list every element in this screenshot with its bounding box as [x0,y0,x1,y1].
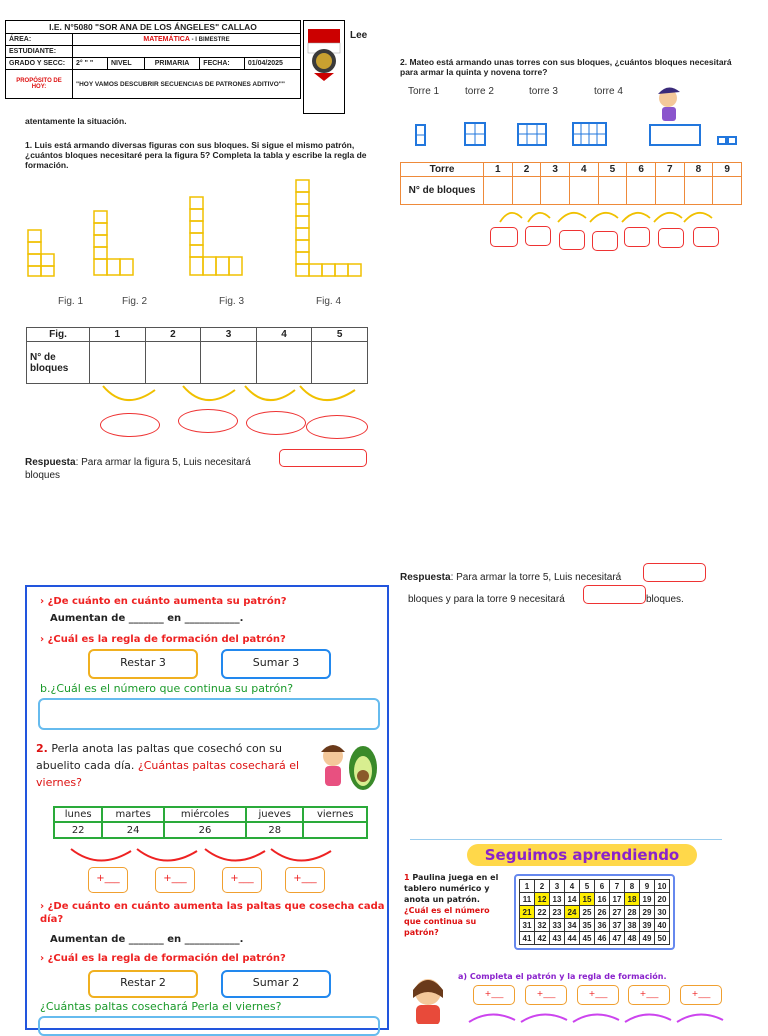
table-cell-answer[interactable] [484,177,513,205]
table-col: 1 [90,328,146,342]
tower-blocks [400,80,745,155]
date-value: 01/04/2025 [244,58,300,70]
number-cell[interactable]: 38 [625,919,640,932]
table-header-fig: Fig. [27,328,90,342]
number-cell[interactable]: 26 [595,906,610,919]
number-cell[interactable]: 11 [520,893,535,906]
number-cell[interactable]: 15 [580,893,595,906]
table-col: 5 [312,328,368,342]
number-cell[interactable]: 46 [595,932,610,945]
q-increase-text: ¿De cuánto en cuánto aumenta su patrón? [47,596,287,607]
number-cell[interactable]: 45 [580,932,595,945]
school-name: I.E. N°5080 "SOR ANA DE LOS ÁNGELES" CALLAO [6,21,301,34]
number-cell[interactable]: 30 [655,906,670,919]
number-cell[interactable]: 39 [640,919,655,932]
number-cell[interactable]: 35 [580,919,595,932]
table-col: 4 [256,328,312,342]
arrows-p2 [494,206,739,228]
student-label: ESTUDIANTE: [6,46,73,58]
number-cell[interactable]: 18 [625,893,640,906]
option-restar2-button[interactable]: Restar 2 [88,970,198,998]
option-restar3-button[interactable]: Restar 3 [88,649,198,679]
number-cell[interactable]: 37 [610,919,625,932]
arrows-seguimos [465,1008,730,1024]
answer-box[interactable] [525,226,551,246]
plus-box[interactable]: +___ [577,985,619,1005]
arrows-p1 [95,378,365,408]
header-table [5,20,301,99]
paltas-table [53,806,368,839]
number-cell[interactable]: 42 [535,932,550,945]
q-increase2: › ¿De cuánto en cuánto aumenta las paltas que cosecha cada día? [40,901,385,925]
instruction-text: atentamente la situación. [25,116,127,126]
lee-text: Lee [350,30,368,41]
day-cell: martes [102,807,164,822]
answer-box-torre5[interactable] [643,563,706,582]
answer-oval[interactable] [178,409,238,433]
plus-box[interactable]: +___ [680,985,722,1005]
p2-text-b: ¿Cuántas paltas cosechará el viernes? [36,759,300,789]
number-cell[interactable]: 17 [610,893,625,906]
problem2-text: 2. Mateo está armando unas torres con sus bloques, ¿cuántos bloques necesitará para armar la quinta y novena torre? [400,57,732,77]
table-cell-answer[interactable] [569,177,598,205]
number-cell[interactable]: 14 [565,893,580,906]
fig-label-4: Fig. 4 [316,296,342,307]
q-rule: › ¿Cuál es la regla de formación del patrón? [40,634,286,645]
problem1-text: 1. Luis está armando diversas figuras con sus bloques. Si sigue el mismo patrón, ¿cuántos bloques necesitaré pera la figura 5? Completa la tabla y escribe la regla de formación. [25,140,367,170]
number-cell[interactable]: 34 [565,919,580,932]
answer-box-torre9[interactable] [583,585,646,604]
table-col: 4 [569,163,598,177]
number-cell[interactable]: 24 [565,906,580,919]
number-cell[interactable]: 43 [550,932,565,945]
purpose-value: "HOY VAMOS DESCUBRIR SECUENCIAS DE PATRONES ADITIVO"" [73,70,301,99]
answer-field-next[interactable] [38,698,380,730]
table-cell-answer[interactable] [541,177,570,205]
number-cell[interactable]: 31 [520,919,535,932]
number-cell[interactable]: 7 [610,880,625,893]
plus-box[interactable]: +___ [628,985,670,1005]
girl-illustration [400,972,455,1024]
seguimos-p1 [404,872,504,938]
table-header-torre: Torre [401,163,484,177]
table-row-label: N° de bloques [27,342,90,384]
answer-bold: Respuesta [400,572,451,583]
number-cell[interactable]: 40 [655,919,670,932]
day-cell: viernes [303,807,367,822]
number-cell[interactable]: 47 [610,932,625,945]
table-cell-answer[interactable] [598,177,627,205]
date-label: FECHA: [200,58,245,70]
fig-label-3: Fig. 3 [219,296,245,307]
answer-field-friday[interactable] [38,1016,380,1036]
answer-box[interactable] [658,228,684,248]
answer-bold: Respuesta [25,457,76,468]
seguimos-title: Seguimos aprendiendo [467,844,697,866]
q-rule-text: ¿Cuál es la regla de formación del patrón? [47,634,286,645]
number-cell[interactable]: 20 [655,893,670,906]
p2-num: 2. [36,742,48,755]
table-cell-answer[interactable] [627,177,656,205]
level-label: NIVEL [108,58,145,70]
q-increase: › ¿De cuánto en cuánto aumenta su patrón? [40,596,287,607]
block-figures [20,175,380,310]
number-cell[interactable]: 32 [535,919,550,932]
number-cell[interactable]: 50 [655,932,670,945]
number-cell[interactable]: 19 [640,893,655,906]
table-col: 6 [627,163,656,177]
answer-box[interactable] [624,227,650,247]
number-board [514,874,675,950]
number-cell[interactable]: 36 [595,919,610,932]
plus-box[interactable]: +___ [88,867,128,893]
number-cell[interactable]: 5 [580,880,595,893]
answer-mid: bloques y para la torre 9 necesitará [408,594,565,605]
arrows-paltas [65,843,365,865]
number-cell[interactable]: 44 [565,932,580,945]
number-cell[interactable]: 9 [640,880,655,893]
number-cell[interactable]: 16 [595,893,610,906]
area-label: ÁREA: [6,34,73,46]
answer-box[interactable] [490,227,518,247]
table-cell-answer[interactable] [684,177,713,205]
number-cell[interactable]: 10 [655,880,670,893]
tower-label-1: Torre 1 [408,86,440,97]
table-col: 1 [484,163,513,177]
table-col: 3 [201,328,257,342]
value-cell: 24 [102,822,164,838]
number-cell[interactable]: 6 [595,880,610,893]
number-cell[interactable]: 49 [640,932,655,945]
bimestre: - I BIMESTRE [191,37,230,43]
q-next: b.¿Cuál es el número que continua su patrón? [40,682,294,695]
q-increase2-text: ¿De cuánto en cuánto aumenta las paltas que cosecha cada día? [40,901,385,925]
table-col: 9 [713,163,742,177]
grade-value: 2° " " [73,58,108,70]
number-cell[interactable]: 3 [550,880,565,893]
day-cell: miércoles [164,807,246,822]
number-cell[interactable]: 33 [550,919,565,932]
option-sumar3-button[interactable]: Sumar 3 [221,649,331,679]
number-cell[interactable]: 28 [625,906,640,919]
table-col: 3 [541,163,570,177]
school-crest [303,20,345,114]
grade-label: GRADO Y SECC: [6,58,73,70]
problem1-table [26,327,368,384]
table-col: 2 [512,163,541,177]
plus-box[interactable]: +___ [473,985,515,1005]
value-cell: 28 [246,822,303,838]
q-rule2: › ¿Cuál es la regla de formación del patrón? [40,953,286,964]
number-cell[interactable]: 48 [625,932,640,945]
tower-label-2: torre 2 [465,86,494,97]
number-cell[interactable]: 8 [625,880,640,893]
avocado-illustration [315,738,385,798]
table-col: 5 [598,163,627,177]
problem2-table [400,162,742,205]
answer-oval[interactable] [246,411,306,435]
table-col: 7 [655,163,684,177]
aumentan-line: Aumentan de _______ en ___________. [50,613,244,624]
number-cell[interactable]: 27 [610,906,625,919]
answer-box-fig5[interactable] [279,449,367,467]
number-cell[interactable]: 2 [535,880,550,893]
number-grid [519,879,670,945]
value-cell: 26 [164,822,246,838]
task-a: a) Completa el patrón y la regla de formación. [458,972,667,981]
p2-question [36,740,311,791]
number-cell[interactable]: 41 [520,932,535,945]
option-sumar2-button[interactable]: Sumar 2 [221,970,331,998]
number-cell[interactable]: 1 [520,880,535,893]
tower-label-3: torre 3 [529,86,558,97]
level-value: PRIMARIA [144,58,199,70]
table-col: 8 [684,163,713,177]
student-field[interactable] [73,46,301,58]
answer-box[interactable] [559,230,585,250]
answer-text: : Para armar la figura 5, Luis necesitará [75,457,251,468]
area-value: MATEMÁTICA [143,36,190,43]
crest-icon [304,21,344,113]
answer-text: : Para armar la torre 5, Luis necesitará [450,572,622,583]
answer-end: bloques [25,470,61,481]
answer-box[interactable] [592,231,618,251]
answer-oval[interactable] [100,413,160,437]
p1-text-b: ¿Cuál es el número que continua su patrón? [404,906,490,937]
table-row-label: N° de bloques [401,177,484,205]
q-rule2-text: ¿Cuál es la regla de formación del patrón? [47,953,286,964]
answer-oval[interactable] [306,415,368,439]
p1-num: 1 [404,873,410,882]
plus-box[interactable]: +___ [285,867,325,893]
purpose-label: PROPÓSITO DE HOY: [6,70,73,99]
table-col: 2 [145,328,201,342]
p2-text-a: Perla anota las paltas que cosechó con su abuelito cada día. [36,742,282,772]
table-cell-answer[interactable] [713,177,742,205]
number-cell[interactable]: 23 [550,906,565,919]
answer-end: bloques. [646,594,684,605]
plus-box[interactable]: +___ [155,867,195,893]
table-cell-answer[interactable] [655,177,684,205]
fig-label-2: Fig. 2 [122,296,148,307]
number-cell[interactable]: 4 [565,880,580,893]
number-cell[interactable]: 22 [535,906,550,919]
value-cell: 22 [54,822,102,838]
p1-text-a: Paulina juega en el tablero numérico y anota un patrón. [404,873,499,904]
number-cell[interactable]: 29 [640,906,655,919]
value-cell-friday[interactable] [303,822,367,838]
number-cell[interactable]: 21 [520,906,535,919]
q-friday: ¿Cuántas paltas cosechará Perla el viernes? [40,1000,282,1013]
number-cell[interactable]: 12 [535,893,550,906]
problem2-answer [400,572,621,583]
day-cell: jueves [246,807,303,822]
table-cell-answer[interactable] [512,177,541,205]
tower-label-4: torre 4 [594,86,623,97]
plus-box[interactable]: +___ [222,867,262,893]
fig-label-1: Fig. 1 [58,296,84,307]
aumentan2-line: Aumentan de _______ en ___________. [50,934,244,945]
day-cell: lunes [54,807,102,822]
number-cell[interactable]: 13 [550,893,565,906]
number-cell[interactable]: 25 [580,906,595,919]
section-divider [410,839,722,840]
answer-box[interactable] [693,227,719,247]
plus-box[interactable]: +___ [525,985,567,1005]
